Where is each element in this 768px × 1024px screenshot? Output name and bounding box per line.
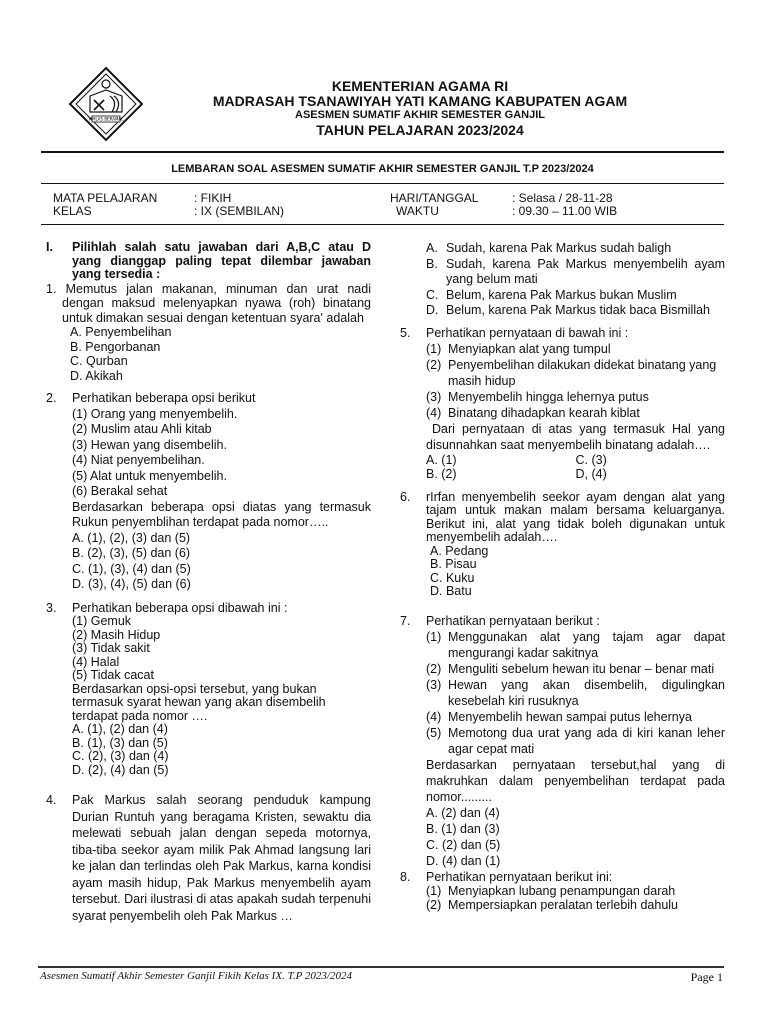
question-1-text: Memutus jalan makanan, minuman dan urat nadi dengan maksud melenyapkan nyawa (roh) binatang untuk dimakan sesuai dengan ketentuan syara' adalah [62, 281, 371, 325]
question-4 [46, 792, 371, 924]
info-divider [41, 224, 724, 225]
left-column [46, 241, 371, 924]
day-date-label: HARI/TANGGAL [390, 191, 479, 205]
day-date-value: : Selasa / 28-11-28 [512, 191, 613, 205]
q5-item-1: (1) Menyiapkan alat yang tumpul [426, 341, 611, 356]
question-6-text: rIrfan menyembelih seekor ayam dengan alat yang tajam untuk makan malam bersama keluarganya. Berikut ini, alat yang tidak boleh digunakan untuk menyembelih adalah…. [426, 489, 725, 544]
question-7-number: 7. [400, 613, 411, 628]
question-5-tail: Dari pernyataan di atas yang termasuk Hal yang disunnahkan saat menyembelih binatang adalah…. [426, 421, 725, 452]
question-2-text: Perhatikan beberapa opsi berikut [72, 391, 256, 405]
q4-option-d[interactable]: D. Belum, karena Pak Markus tidak baca Bismillah [426, 303, 711, 317]
q5-option-c[interactable]: C. (3) [575, 452, 607, 467]
q5-item-4: (4) Binatang dihadapkan kearah kiblat [426, 405, 640, 420]
question-5-text: Perhatikan pernyataan di bawah ini : [426, 325, 629, 340]
logo-text: IKHLAS BERAMAL [88, 116, 124, 122]
q4-options [400, 241, 725, 319]
question-3 [46, 602, 371, 778]
time-label: WAKTU [396, 204, 439, 218]
time-value: : 09.30 – 11.00 WIB [512, 204, 618, 218]
q2-item-3: (3) Hewan yang disembelih. [72, 437, 227, 452]
q5-option-a[interactable]: A. (1) [426, 452, 457, 467]
document-title: LEMBARAN SOAL ASESMEN SUMATIF AKHIR SEMESTER GANJIL T.P 2023/2024 [171, 163, 594, 175]
footer-text: Asesmen Sumatif Akhir Semester Ganjil Fikih Kelas IX. T.P 2023/2024 [40, 970, 352, 982]
q7-item-4: (4) Menyembelih hewan sampai putus lehernya [426, 709, 692, 724]
class-value: : IX (SEMBILAN) [194, 204, 285, 218]
q5-option-b[interactable]: B. (2) [426, 466, 457, 481]
q8-item-1: (1) Menyiapkan lubang penampungan darah [426, 883, 676, 898]
exam-name: ASESMEN SUMATIF AKHIR SEMESTER GANJIL [295, 109, 545, 121]
q3-option-d[interactable]: D. (2), (4) dan (5) [72, 762, 169, 777]
question-7 [400, 613, 725, 869]
q7-option-a[interactable]: A. (2) dan (4) [426, 805, 500, 820]
question-2 [46, 391, 371, 593]
q2-item-4: (4) Niat penyembelihan. [72, 453, 205, 467]
instruction-number: I. [46, 240, 53, 254]
q2-item-2: (2) Muslim atau Ahli kitab [72, 422, 212, 436]
q1-option-a[interactable]: A. Penyembelihan [70, 325, 172, 339]
q5-item-2: (2) Penyembelihan dilakukan didekat binatang yang masih hidup [426, 357, 717, 388]
q4-option-b[interactable]: B. Sudah, karena Pak Markus menyembelih ayam yang belum mati [426, 256, 725, 286]
q1-option-c[interactable]: C. Qurban [70, 354, 128, 368]
q7-item-2: (2) Menguliti sebelum hewan itu benar – benar mati [426, 661, 715, 676]
question-8-text: Perhatikan pernyataan berikut ini: [426, 869, 613, 884]
q4-option-c[interactable]: C. Belum, karena Pak Markus bukan Muslim [426, 287, 677, 302]
q6-option-b[interactable]: B. Pisau [430, 557, 477, 571]
question-3-text: Perhatikan beberapa opsi dibawah ini : [72, 600, 288, 615]
question-5-number: 5. [400, 325, 411, 340]
q2-option-c[interactable]: C. (1), (3), (4) dan (5) [72, 561, 191, 576]
q8-item-2: (2) Mempersiapkan peralatan terlebih dahulu [426, 897, 679, 912]
q1-option-b[interactable]: B. Pengorbanan [70, 339, 161, 354]
q3-option-c[interactable]: C. (2), (3) dan (4) [72, 749, 169, 763]
kemenag-emblem-icon [68, 66, 144, 142]
question-7-tail: Berdasarkan pernyataan tersebut,hal yang di makruhkan dalam penyembelihan terdapat pada nomor......... [426, 757, 725, 804]
q3-option-b[interactable]: B. (1), (3) dan (5) [72, 735, 168, 750]
q7-option-c[interactable]: C. (2) dan (5) [426, 837, 501, 852]
class-label: KELAS [53, 204, 92, 218]
footer-divider [38, 966, 724, 968]
q6-option-d[interactable]: D. Batu [430, 584, 472, 598]
q7-item-1: (1) Menggunakan alat yang tajam agar dapat mengurangi kadar sakitnya [426, 629, 725, 660]
question-7-text: Perhatikan pernyataan berikut : [426, 613, 600, 628]
question-6-number: 6. [400, 489, 411, 504]
question-4-text: Pak Markus salah seorang penduduk kampung Durian Runtuh yang beragama Kristen, sewaktu dia melewati sebuah jalan dengan sepeda motornya, tiba-tiba seekor ayam milik Pak Ahmad langsung lari ke jalan dan terlindas oleh Pak Markus, karna kondisi ayam masih hidup, Pak Markus menyembelih ayam tersebut. Dari ilustrasi di atas apakah sudah terpenuhi syarat penyembelih oleh Pak Markus … [72, 793, 371, 923]
q7-item-5: (5) Memotong dua urat yang ada di kiri kanan leher agar cepat mati [426, 725, 725, 756]
question-8-number: 8. [400, 869, 411, 884]
q3-option-a[interactable]: A. (1), (2) dan (4) [72, 722, 168, 736]
instruction-text: Pilihlah salah satu jawaban dari A,B,C atau D yang dianggap paling tepat dilembar jawaban yang tersedia : [72, 240, 371, 281]
q4-option-a[interactable]: A. Sudah, karena Pak Markus sudah baligh [426, 241, 672, 255]
question-3-tail: Berdasarkan opsi-opsi tersebut, yang bukan termasuk syarat hewan yang akan disembelih terdapat pada nomor …. [72, 681, 326, 723]
question-2-tail: Berdasarkan beberapa opsi diatas yang termasuk Rukun penyemblihan terdapat pada nomor….. [72, 499, 371, 529]
question-4-number: 4. [46, 793, 57, 807]
right-column [400, 241, 725, 912]
q7-item-3: (3) Hewan yang akan disembelih, digulingkan kesebelah kiri rusuknya [426, 677, 725, 708]
q2-option-d[interactable]: D. (3), (4), (5) dan (6) [72, 577, 191, 591]
subject-label: MATA PELAJARAN [53, 191, 158, 205]
instruction [46, 241, 371, 282]
page-number: Page 1 [690, 970, 723, 984]
subject-value: : FIKIH [194, 191, 232, 205]
q2-option-a[interactable]: A. (1), (2), (3) dan (5) [72, 530, 191, 545]
question-1-number: 1. [46, 281, 57, 296]
q6-option-c[interactable]: C. Kuku [430, 570, 475, 585]
header-divider [41, 151, 724, 153]
q5-option-d[interactable]: D, (4) [575, 466, 607, 481]
q3-item-3: (3) Tidak sakit [72, 641, 150, 655]
question-8 [400, 870, 725, 912]
q3-item-5: (5) Tidak cacat [72, 668, 154, 682]
q2-item-5: (5) Alat untuk menyembelih. [72, 468, 227, 483]
question-3-number: 3. [46, 600, 57, 615]
school-name: MADRASAH TSANAWIYAH YATI KAMANG KABUPATEN AGAM [212, 93, 628, 109]
q1-option-d[interactable]: D. Akikah [70, 368, 123, 383]
question-2-number: 2. [46, 391, 57, 405]
academic-year: TAHUN PELAJARAN 2023/2024 [316, 122, 524, 138]
q6-option-a[interactable]: A. Pedang [430, 543, 489, 558]
q3-item-4: (4) Halal [72, 654, 120, 669]
q7-option-b[interactable]: B. (1) dan (3) [426, 821, 500, 836]
ministry-title: KEMENTERIAN AGAMA RI [331, 78, 509, 94]
q3-item-2: (2) Masih Hidup [72, 627, 161, 642]
q3-item-1: (1) Gemuk [72, 614, 132, 628]
question-6 [400, 491, 725, 599]
question-1 [46, 282, 371, 384]
title-divider-top [41, 183, 724, 184]
question-5 [400, 325, 725, 481]
q2-item-1: (1) Orang yang menyembelih. [72, 406, 238, 421]
q5-item-3: (3) Menyembelih hingga lehernya putus [426, 389, 649, 404]
q2-item-6: (6) Berakal sehat [72, 484, 168, 498]
q7-option-d[interactable]: D. (4) dan (1) [426, 853, 501, 868]
q2-option-b[interactable]: B. (2), (3), (5) dan (6) [72, 546, 191, 560]
